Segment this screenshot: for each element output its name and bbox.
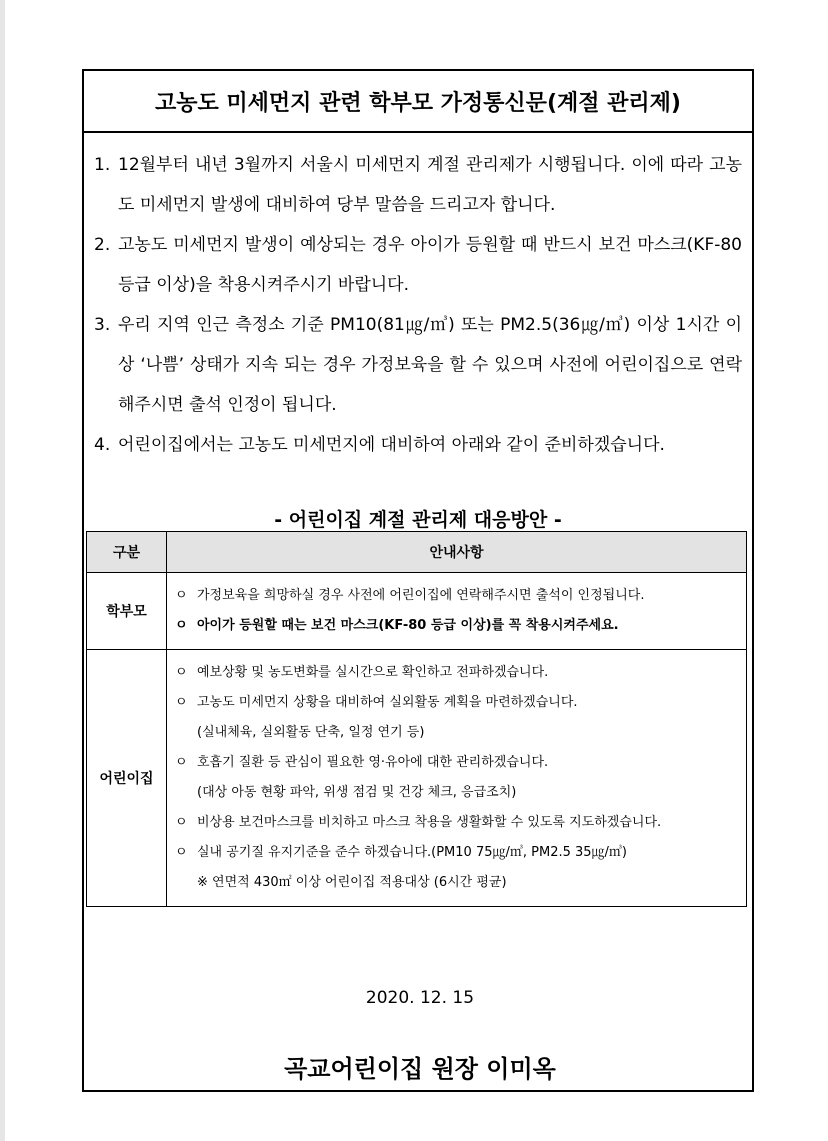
bullet-mark: ㅇ: [175, 588, 188, 603]
table-row-parents: [87, 573, 747, 650]
item-text: 가정보육을 희망하실 경우 사전에 어린이집에 연락해주시면 출석이 인정됩니다.: [197, 588, 645, 603]
notice-item-2: [94, 225, 742, 305]
list-item: [175, 658, 738, 688]
notice-text: 12월부터 내년 3월까지 서울시 미세먼지 계절 관리제가 시행됩니다. 이에 따라 고농도 미세먼지 발생에 대비하여 당부 말씀을 드리고자 합니다.: [118, 155, 742, 215]
director-signature: 곡교어린이집 원장 이미옥: [284, 1055, 556, 1083]
item-text: 아이가 등원할 때는 보건 마스크(KF-80 등급 이상)를 꼭 착용시켜주세요.: [197, 618, 619, 633]
parents-guidance: [167, 573, 747, 650]
list-item: [175, 581, 738, 611]
list-item: [175, 688, 738, 718]
notice-number: 1.: [94, 155, 111, 175]
bullet-mark: ㅇ: [175, 815, 188, 830]
notice-text: 고농도 미세먼지 발생이 예상되는 경우 아이가 등원할 때 반드시 보건 마스크(KF-80등급 이상)을 착용시켜주시기 바랍니다.: [118, 235, 742, 295]
item-text: 비상용 보건마스크를 비치하고 마스크 착용을 생활화할 수 있도록 지도하겠습니다.: [197, 815, 662, 830]
header-content: 안내사항: [167, 532, 747, 573]
table-row-daycare: [87, 650, 747, 907]
item-text: 예보상황 및 농도변화를 실시간으로 확인하고 전파하겠습니다.: [197, 665, 549, 680]
response-measures-table: [86, 531, 747, 907]
list-item: [175, 611, 738, 641]
list-item: [175, 748, 738, 778]
notice-list: [84, 133, 752, 465]
bullet-mark: ㅇ: [175, 755, 188, 770]
list-item: [175, 808, 738, 838]
notice-item-1: [94, 145, 742, 225]
notice-text: 우리 지역 인근 측정소 기준 PM10(81㎍/㎥) 또는 PM2.5(36㎍/㎥) 이상 1시간 이상 ‘나쁨’ 상태가 지속 되는 경우 가정보육을 할 수 있으며 사전에 어린이집으로 연락해주시면 출석 인정이 됩니다.: [118, 315, 742, 415]
item-detail: ※ 연면적 430㎡ 이상 어린이집 적용대상 (6시간 평균): [197, 875, 507, 890]
issue-date: 2020. 12. 15: [365, 988, 475, 1008]
item-detail: (실내체육, 실외활동 단축, 일정 연기 등): [197, 725, 425, 740]
item-text: 고농도 미세먼지 상황을 대비하여 실외활동 계획을 마련하겠습니다.: [197, 695, 578, 710]
list-item: [175, 838, 738, 868]
table-header-row: [87, 532, 747, 573]
notice-number: 4.: [94, 435, 111, 455]
notice-number: 3.: [94, 315, 111, 335]
category-parents: 학부모: [87, 573, 167, 650]
notice-item-4: [94, 425, 742, 465]
notice-text: 어린이집에서는 고농도 미세먼지에 대비하여 아래와 같이 준비하겠습니다.: [118, 435, 665, 455]
notice-number: 2.: [94, 235, 111, 255]
section-subtitle: - 어린이집 계절 관리제 대응방안 -: [274, 509, 562, 531]
header-category: 구분: [87, 532, 167, 573]
daycare-guidance: [167, 650, 747, 907]
item-text: 실내 공기질 유지기준을 준수 하겠습니다.(PM10 75㎍/㎥, PM2.5 35㎍/㎥): [197, 845, 627, 860]
item-detail: (대상 아동 현황 파악, 위생 점검 및 건강 체크, 응급조치): [197, 785, 517, 800]
bullet-mark: ㅇ: [175, 845, 188, 860]
notice-document: [82, 69, 754, 1092]
notice-item-3: [94, 305, 742, 425]
item-text: 호흡기 질환 등 관심이 필요한 영·유아에 대한 관리하겠습니다.: [197, 755, 549, 770]
bullet-mark: ㅇ: [175, 695, 188, 710]
bullet-mark: ㅇ: [175, 618, 188, 633]
bullet-mark: ㅇ: [175, 665, 188, 680]
category-daycare: 어린이집: [87, 650, 167, 907]
document-title: 고농도 미세먼지 관련 학부모 가정통신문(계절 관리제): [84, 71, 752, 133]
page-edge-shadow: [0, 0, 5, 1141]
